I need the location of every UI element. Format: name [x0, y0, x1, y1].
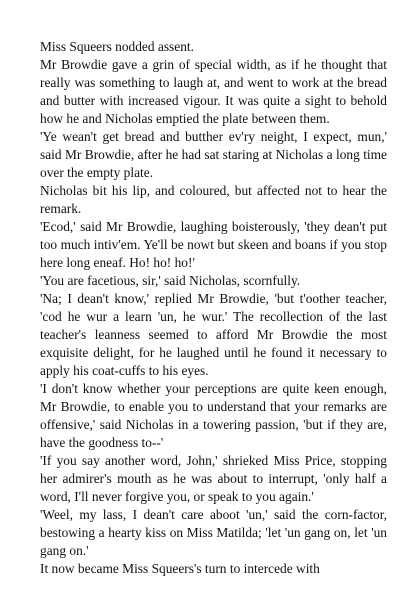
paragraph: 'If you say another word, John,' shrieked Miss Price, stopping her admirer's mouth as he was about to interrupt, 'only half a word, I'll never forgive you, or speak to you again.' — [40, 453, 387, 504]
paragraph: 'Ye wean't get bread and butther ev'ry neight, I expect, mun,' said Mr Browdie, after he had sat staring at Nicholas a long time over the empty plate. — [40, 129, 387, 180]
document-page — [40, 38, 387, 578]
paragraph: 'Ecod,' said Mr Browdie, laughing boisterously, 'they dean't put too much intiv'em. Ye'll be nowt but skeen and boans if you stop here long eneaf. Ho! ho! ho!' — [40, 219, 387, 270]
paragraph: Miss Squeers nodded assent. — [40, 39, 194, 54]
paragraph: 'Weel, my lass, I dean't care aboot 'un,' said the corn-factor, bestowing a hearty kiss on Miss Matilda; 'let 'un gang on, let 'un gang on.' — [40, 507, 387, 558]
paragraph: 'You are facetious, sir,' said Nicholas, scornfully. — [40, 273, 301, 288]
paragraph: Mr Browdie gave a grin of special width, as if he thought that really was something to laugh at, and went to work at the bread and butter with increased vigour. It was quite a sight to behold how he and Nicholas emptied the plate between them. — [40, 57, 387, 126]
paragraph: Nicholas bit his lip, and coloured, but affected not to hear the remark. — [40, 183, 387, 216]
paragraph: 'I don't know whether your perceptions are quite keen enough, Mr Browdie, to enable you to understand that your remarks are offensive,' said Nicholas in a towering passion, 'but if they are, have the goodness to--' — [40, 381, 387, 450]
paragraph: 'Na; I dean't know,' replied Mr Browdie, 'but t'oother teacher, 'cod he wur a learn 'un, he wur.' The recollection of the last teacher's leanness seemed to afford Mr Browdie the most exquisite delight, for he laughed until he found it necessary to apply his coat-cuffs to his eyes. — [40, 291, 387, 378]
paragraph: It now became Miss Squeers's turn to intercede with — [40, 561, 320, 576]
